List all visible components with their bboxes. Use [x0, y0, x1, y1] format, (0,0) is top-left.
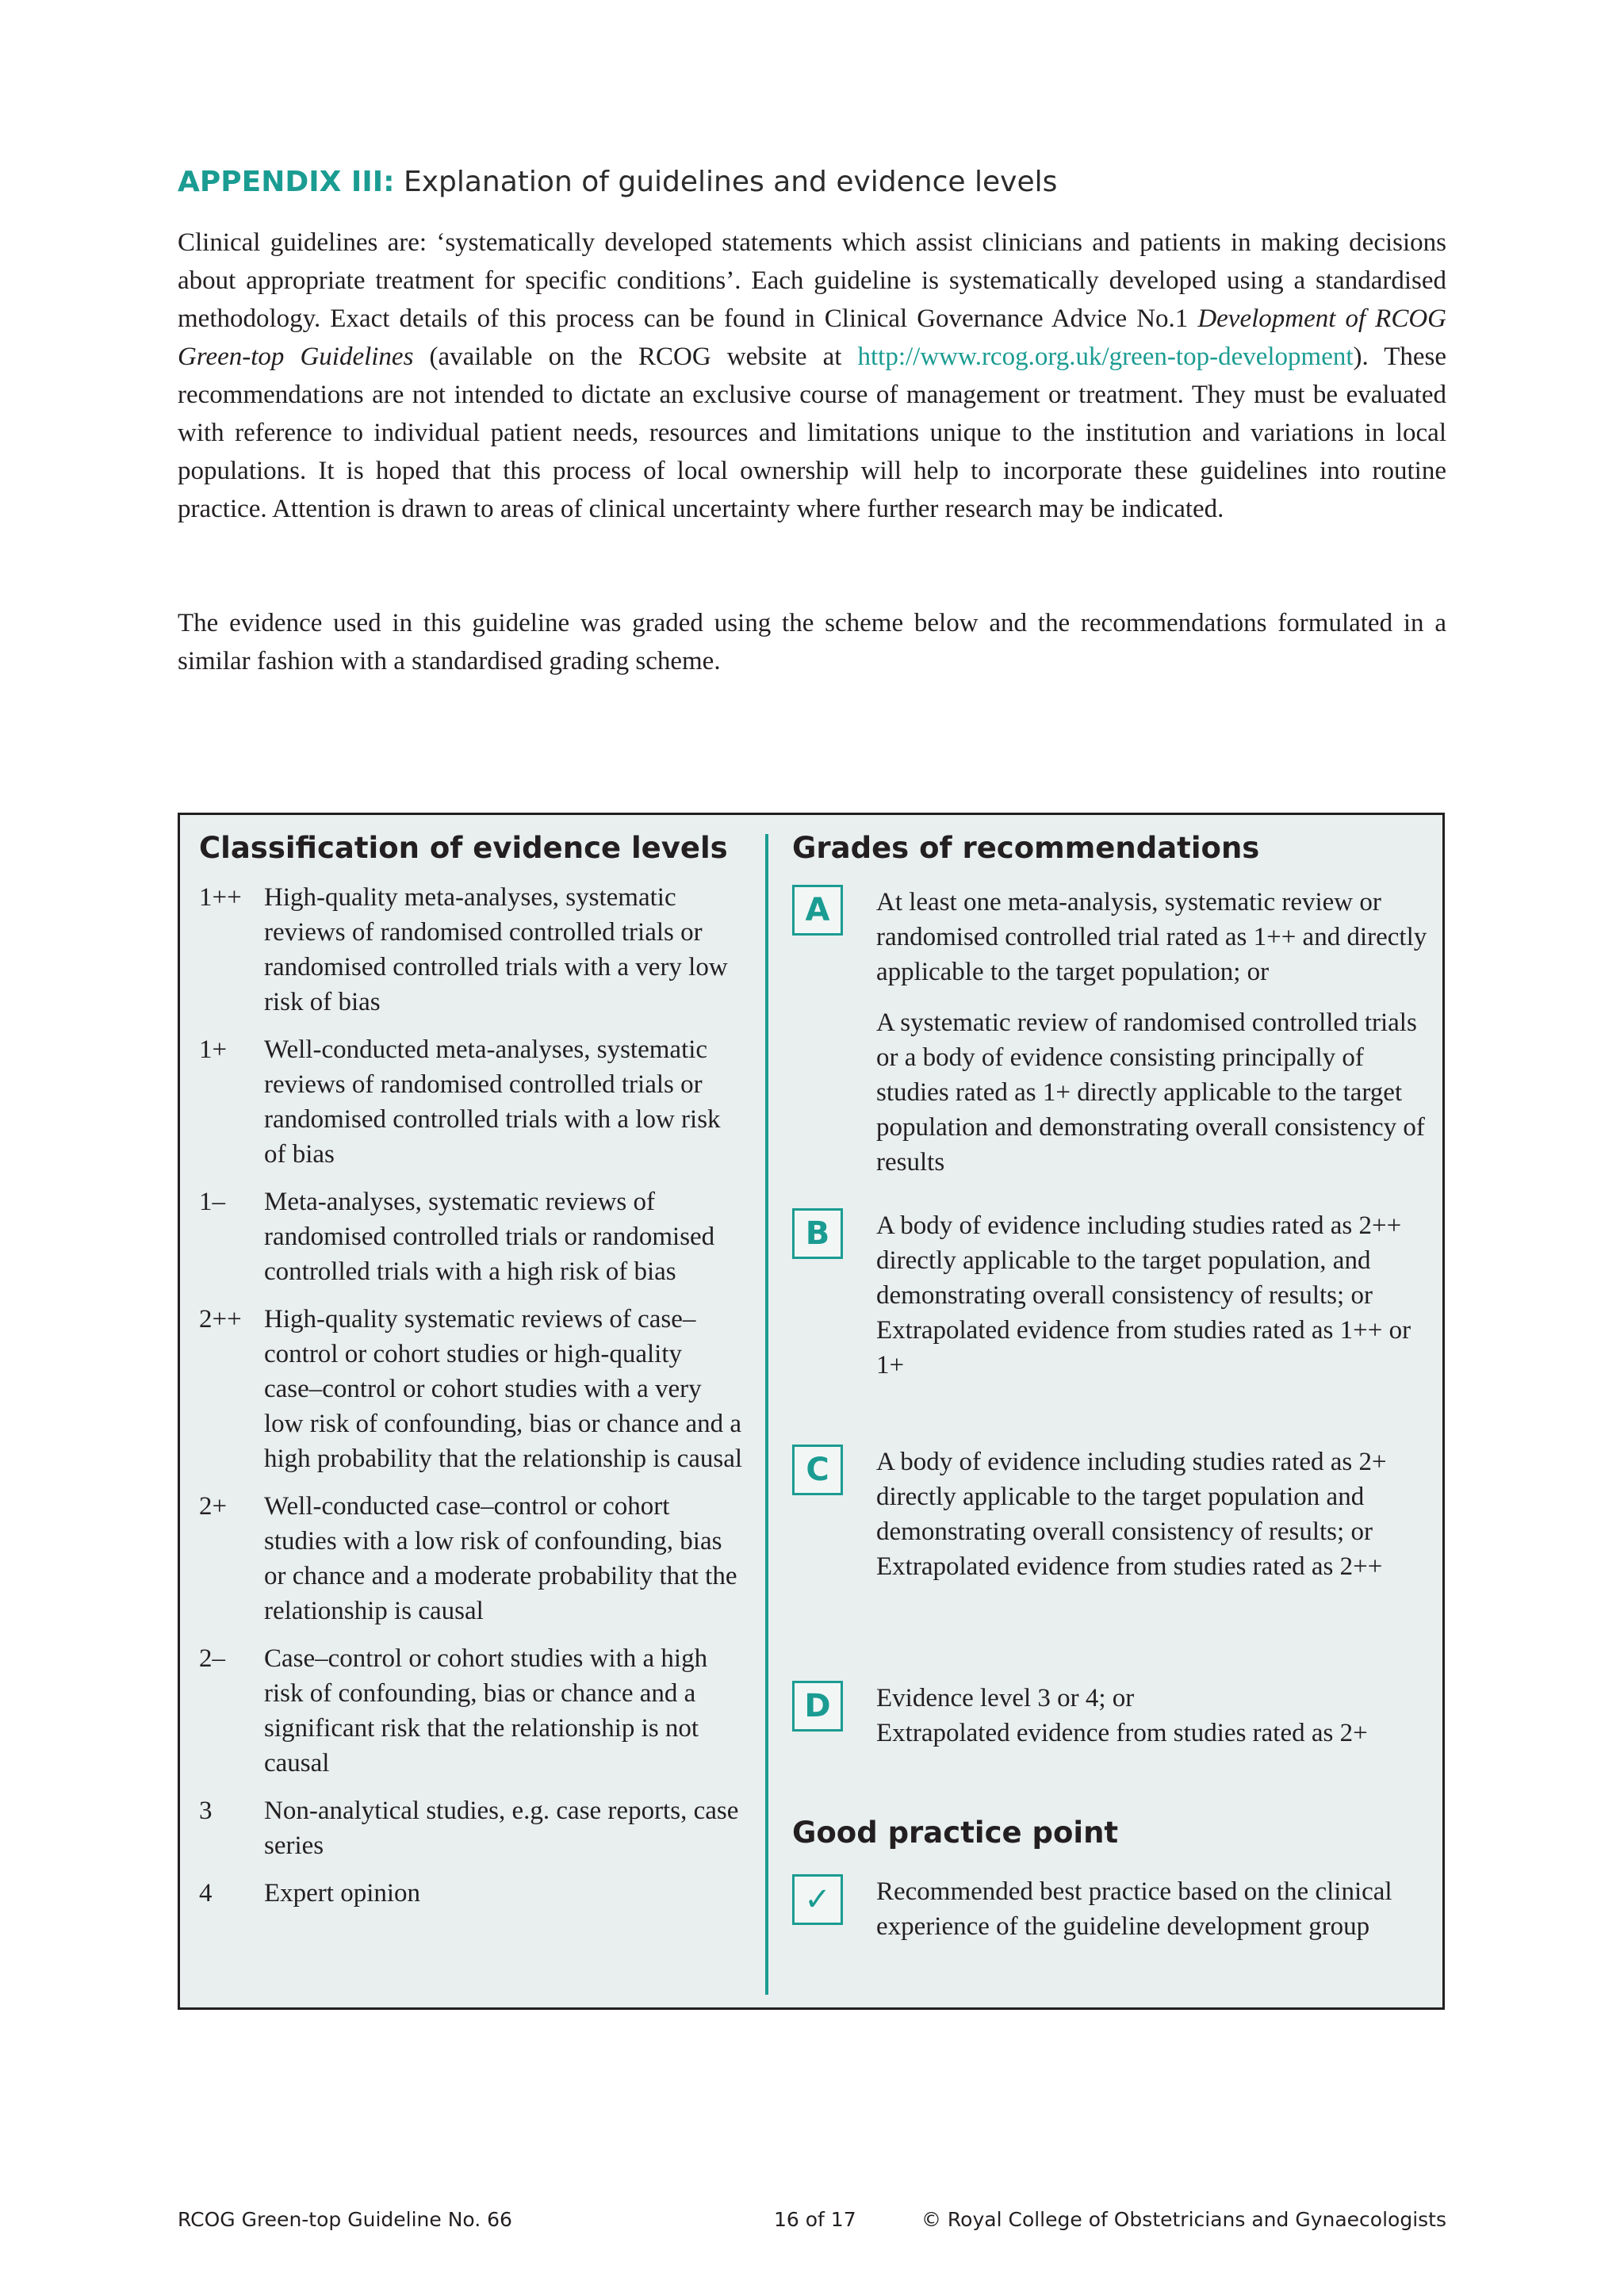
evidence-level-item [199, 1302, 746, 1476]
evidence-level-item [199, 1032, 746, 1172]
level-description: Expert opinion [264, 1879, 421, 1908]
level-code: 4 [199, 1879, 213, 1908]
evidence-level-item [199, 1489, 746, 1628]
grade-badge-d: D [792, 1681, 843, 1732]
appendix-title: Explanation of guidelines and evidence levels [403, 166, 1058, 198]
level-description: High-quality meta-analyses, systematic reviews of randomised controlled trials or randomised controlled trials with a very low risk of bias [264, 883, 728, 1016]
evidence-level-item [199, 1876, 746, 1911]
level-code: 2++ [199, 1305, 242, 1334]
level-code: 2– [199, 1644, 225, 1673]
evidence-level-item [199, 1793, 746, 1863]
good-practice-description [876, 1874, 1431, 1944]
level-description: High-quality systematic reviews of case–control or cohort studies or high-quality case–control or cohort studies with a very low risk of confounding, bias or chance and a high probability that the relationship is causal [264, 1305, 743, 1473]
checkmark-icon: ✓ [792, 1874, 843, 1925]
level-code: 3 [199, 1797, 213, 1825]
appendix-heading [178, 163, 1454, 201]
grade-text-primary: A body of evidence including studies rated as 2++ directly applicable to the target population, and demonstrating overall consistency of results; or [876, 1211, 1402, 1310]
footer-guideline-number: RCOG Green-top Guideline No. 66 [178, 2208, 512, 2231]
good-practice-text: Recommended best practice based on the clinical experience of the guideline development group [876, 1877, 1392, 1941]
level-description: Well-conducted case–control or cohort studies with a low risk of confounding, bias or chance and a moderate probability that the relationship is causal [264, 1492, 737, 1625]
grade-description [876, 1208, 1431, 1383]
intro-publication-title: Development of RCOG Green-top Guidelines [178, 304, 1447, 371]
grade-text-secondary: Extrapolated evidence from studies rated as 1++ or 1+ [876, 1316, 1411, 1380]
evidence-grading-box [178, 813, 1445, 2010]
column-divider [765, 834, 768, 1995]
level-description: Well-conducted meta-analyses, systematic reviews of randomised controlled trials or randomised controlled trials with a low risk of bias [264, 1035, 721, 1169]
intro-paragraph [178, 224, 1446, 528]
page-footer [178, 2204, 1446, 2236]
evidence-level-item [199, 1184, 746, 1289]
level-code: 1++ [199, 883, 242, 912]
level-code: 2+ [199, 1492, 228, 1521]
evidence-level-item [199, 880, 746, 1020]
footer-copyright: © Royal College of Obstetricians and Gynaecologists [921, 2208, 1446, 2231]
page-number: 16 of 17 [774, 2208, 856, 2231]
grade-text-secondary: Extrapolated evidence from studies rated as 2+ [876, 1719, 1368, 1747]
evidence-level-list [199, 880, 746, 1923]
intro-text-b: (available on the RCOG website at [413, 342, 858, 371]
level-code: 1+ [199, 1035, 228, 1064]
evidence-level-item [199, 1641, 746, 1781]
grade-text-primary: A body of evidence including studies rated as 2+ directly applicable to the target population and demonstrating overall consistency of results; or [876, 1448, 1387, 1546]
grade-description [876, 885, 1431, 1180]
good-practice-title: Good practice point [792, 1816, 1119, 1850]
level-description: Case–control or cohort studies with a high risk of confounding, bias or chance and a significant risk that the relationship is not causal [264, 1644, 708, 1777]
grade-badge-c: C [792, 1445, 843, 1495]
level-code: 1– [199, 1188, 225, 1216]
grade-badge-b: B [792, 1208, 843, 1259]
grade-badge-a: A [792, 885, 843, 936]
grade-text-secondary: Extrapolated evidence from studies rated as 2++ [876, 1552, 1383, 1581]
grade-text-secondary: A systematic review of randomised controlled trials or a body of evidence consisting principally of studies rated as 1+ directly applicable to the target population and demonstrating overall consistency of results [876, 1008, 1425, 1177]
level-description: Non-analytical studies, e.g. case reports, case series [264, 1797, 739, 1860]
grade-description [876, 1681, 1431, 1751]
rcog-website-link[interactable]: http://www.rcog.org.uk/green-top-development [857, 342, 1354, 371]
evidence-levels-title: Classification of evidence levels [199, 831, 728, 865]
grade-text-primary: At least one meta-analysis, systematic review or randomised controlled trial rated as 1++ and directly applicable to the target population; or [876, 888, 1427, 986]
grade-description [876, 1445, 1431, 1584]
grade-text-primary: Evidence level 3 or 4; or [876, 1684, 1135, 1712]
grading-paragraph: The evidence used in this guideline was graded using the scheme below and the recommendations formulated in a similar fashion with a standardised grading scheme. [178, 609, 1446, 675]
appendix-label: APPENDIX III: [178, 166, 395, 198]
intro-text-c: ). These recommendations are not intended to dictate an exclusive course of management or treatment. They must be evaluated with reference to individual patient needs, resources and limitations unique to the institution and variations in local populations. It is hoped that this process of local ownership will help to incorporate these guidelines into routine practice. Attention is drawn to areas of clinical uncertainty where further research may be indicated. [178, 342, 1447, 523]
intro-text-a: Clinical guidelines are: ‘systematically developed statements which assist clinicians and patients in making decisions about appropriate treatment for specific conditions’. Each guideline is systematically developed using a standardised methodology. Exact details of this process can be found in Clinical Governance Advice No.1 [178, 228, 1446, 333]
grades-title: Grades of recommendations [792, 831, 1260, 865]
level-description: Meta-analyses, systematic reviews of randomised controlled trials or randomised controlled trials with a high risk of bias [264, 1188, 715, 1286]
